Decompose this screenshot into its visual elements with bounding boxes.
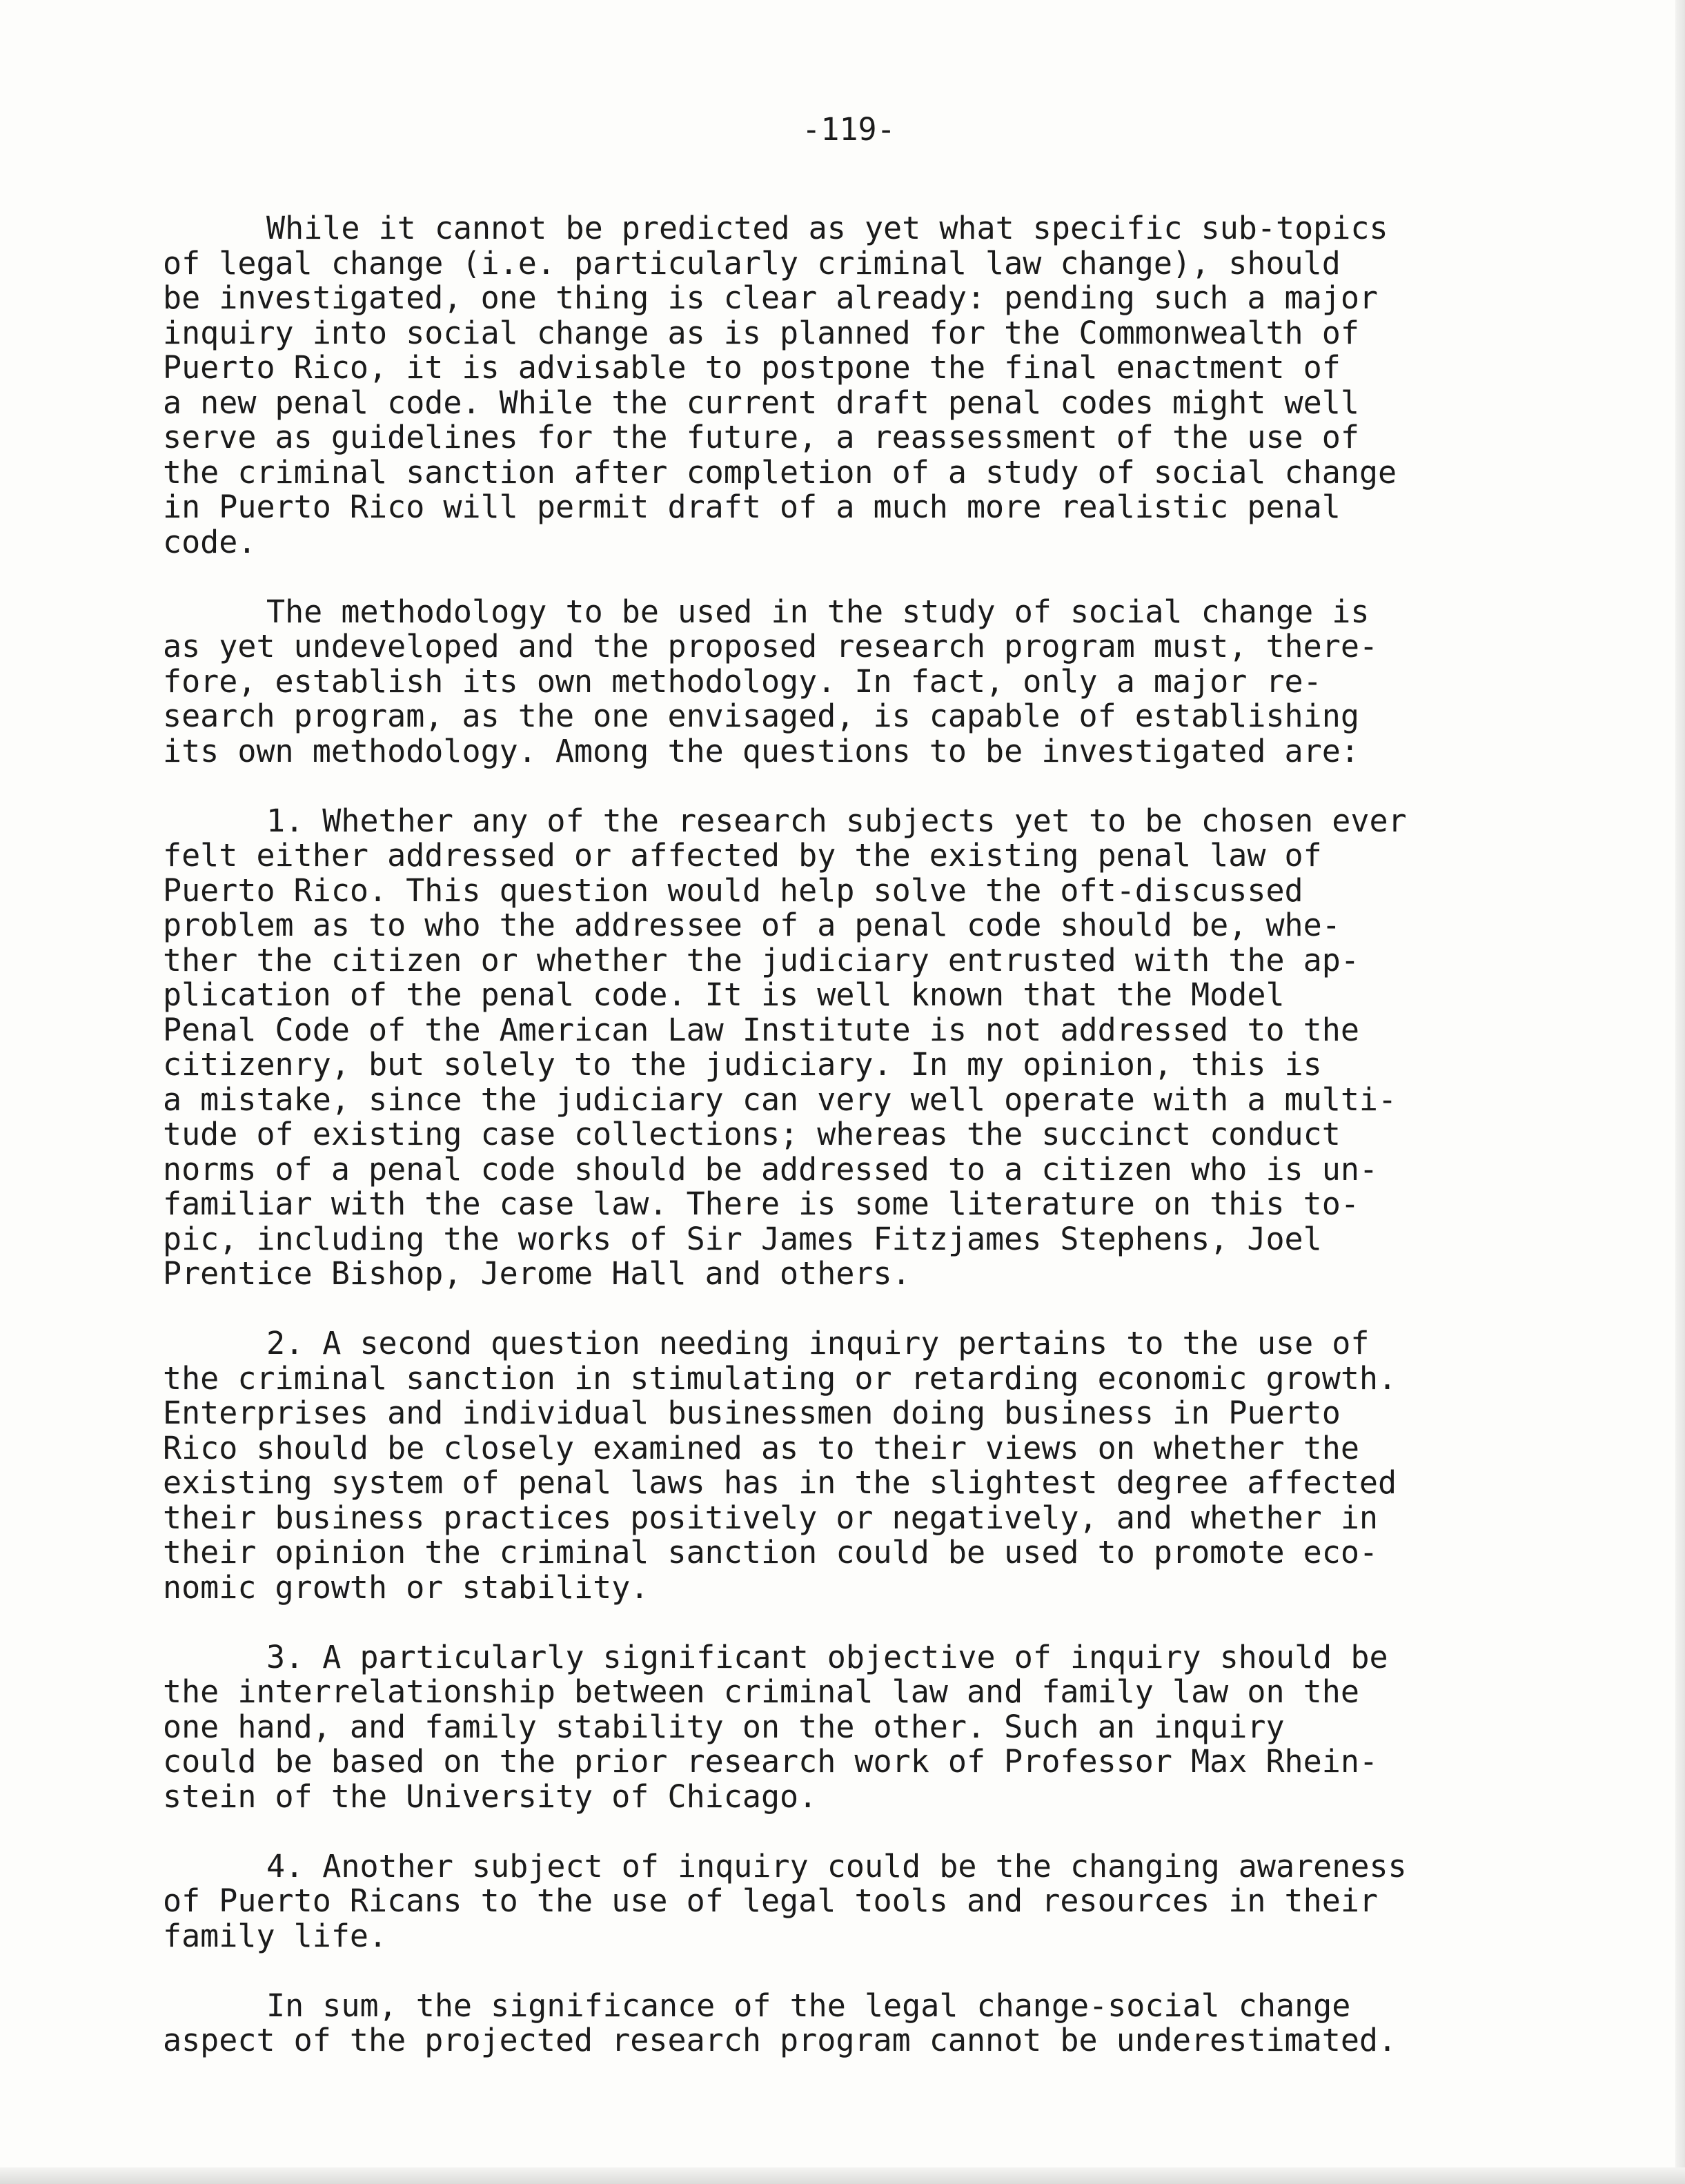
text-line: Prentice Bishop, Jerome Hall and others. bbox=[163, 1255, 911, 1292]
text-line: serve as guidelines for the future, a reassessment of the use of bbox=[163, 419, 1359, 455]
text-line: inquiry into social change as is planned for the Commonwealth of bbox=[163, 314, 1359, 351]
text-line: their business practices positively or negatively, and whether in bbox=[163, 1499, 1378, 1536]
text-line: Puerto Rico, it is advisable to postpone the final enactment of bbox=[163, 349, 1341, 386]
text-line: nomic growth or stability. bbox=[163, 1568, 649, 1606]
paragraph-methodology bbox=[163, 595, 1557, 769]
paragraph-question-3 bbox=[163, 1640, 1557, 1815]
text-line: Puerto Rico. This question would help solve the oft-discussed bbox=[163, 872, 1303, 909]
text-line: the interrelationship between criminal law and family law on the bbox=[163, 1673, 1359, 1710]
page-edge-shadow-bottom bbox=[0, 2167, 1685, 2184]
text-line: of Puerto Ricans to the use of legal tools and resources in their bbox=[163, 1882, 1378, 1919]
text-line: citizenry, but solely to the judiciary. In my opinion, this is bbox=[163, 1046, 1322, 1083]
body-text bbox=[163, 211, 1557, 2093]
text-line: 1. Whether any of the research subjects yet to be chosen ever bbox=[266, 802, 1407, 839]
text-line: While it cannot be predicted as yet what specific sub-topics bbox=[266, 210, 1388, 246]
text-line: The methodology to be used in the study of social change is bbox=[266, 593, 1370, 630]
text-line: 3. A particularly significant objective of inquiry should be bbox=[266, 1638, 1388, 1675]
text-line: norms of a penal code should be addressed to a citizen who is un- bbox=[163, 1150, 1378, 1188]
text-line: the criminal sanction after completion of a study of social change bbox=[163, 453, 1397, 491]
page-number: -119- bbox=[802, 111, 896, 148]
paragraph-question-4 bbox=[163, 1849, 1557, 1954]
text-line: problem as to who the addressee of a penal code should be, whe- bbox=[163, 907, 1341, 943]
text-line: 4. Another subject of inquiry could be the changing awareness bbox=[266, 1847, 1407, 1885]
text-line: code. bbox=[163, 523, 257, 560]
text-line: could be based on the prior research work of Professor Max Rhein- bbox=[163, 1743, 1378, 1780]
text-line: of legal change (i.e. particularly criminal law change), should bbox=[163, 244, 1341, 282]
paragraph-summary bbox=[163, 1989, 1557, 2058]
text-line: familiar with the case law. There is some literature on this to- bbox=[163, 1186, 1359, 1222]
text-line: 2. A second question needing inquiry pertains to the use of bbox=[266, 1325, 1370, 1361]
page-edge-shadow-right bbox=[1675, 0, 1685, 2184]
text-line: in Puerto Rico will permit draft of a much more realistic penal bbox=[163, 489, 1341, 525]
paragraph-question-1 bbox=[163, 804, 1557, 1292]
text-line: Rico should be closely examined as to their views on whether the bbox=[163, 1429, 1359, 1466]
text-line: fore, establish its own methodology. In fact, only a major re- bbox=[163, 662, 1322, 700]
text-line: be investigated, one thing is clear already: pending such a major bbox=[163, 279, 1378, 316]
text-line: ther the citizen or whether the judiciary entrusted with the ap- bbox=[163, 941, 1359, 978]
text-line: one hand, and family stability on the other. Such an inquiry bbox=[163, 1708, 1285, 1745]
text-line: existing system of penal laws has in the slightest degree affected bbox=[163, 1464, 1397, 1501]
text-line: search program, as the one envisaged, is capable of establishing bbox=[163, 698, 1359, 734]
text-line: their opinion the criminal sanction could be used to promote eco- bbox=[163, 1534, 1378, 1571]
text-line: felt either addressed or affected by the existing penal law of bbox=[163, 837, 1322, 874]
text-line: the criminal sanction in stimulating or retarding economic growth. bbox=[163, 1359, 1397, 1397]
text-line: plication of the penal code. It is well known that the Model bbox=[163, 976, 1285, 1013]
text-line: family life. bbox=[163, 1917, 388, 1954]
paragraph-postpone-penal-code bbox=[163, 211, 1557, 560]
text-line: a new penal code. While the current draft penal codes might well bbox=[163, 384, 1359, 421]
text-line: aspect of the projected research program cannot be underestimated. bbox=[163, 2022, 1397, 2058]
text-line: pic, including the works of Sir James Fitzjames Stephens, Joel bbox=[163, 1220, 1322, 1257]
text-line: In sum, the significance of the legal change-social change bbox=[266, 1987, 1351, 2024]
text-line: Penal Code of the American Law Institute is not addressed to the bbox=[163, 1011, 1359, 1048]
text-line: tude of existing case collections; whereas the succinct conduct bbox=[163, 1116, 1341, 1152]
text-line: a mistake, since the judiciary can very well operate with a multi- bbox=[163, 1081, 1397, 1118]
text-line: as yet undeveloped and the proposed research program must, there- bbox=[163, 628, 1378, 665]
text-line: its own methodology. Among the questions to be investigated are: bbox=[163, 732, 1359, 769]
paragraph-question-2 bbox=[163, 1326, 1557, 1605]
text-line: stein of the University of Chicago. bbox=[163, 1778, 818, 1815]
text-line: Enterprises and individual businessmen doing business in Puerto bbox=[163, 1395, 1341, 1431]
